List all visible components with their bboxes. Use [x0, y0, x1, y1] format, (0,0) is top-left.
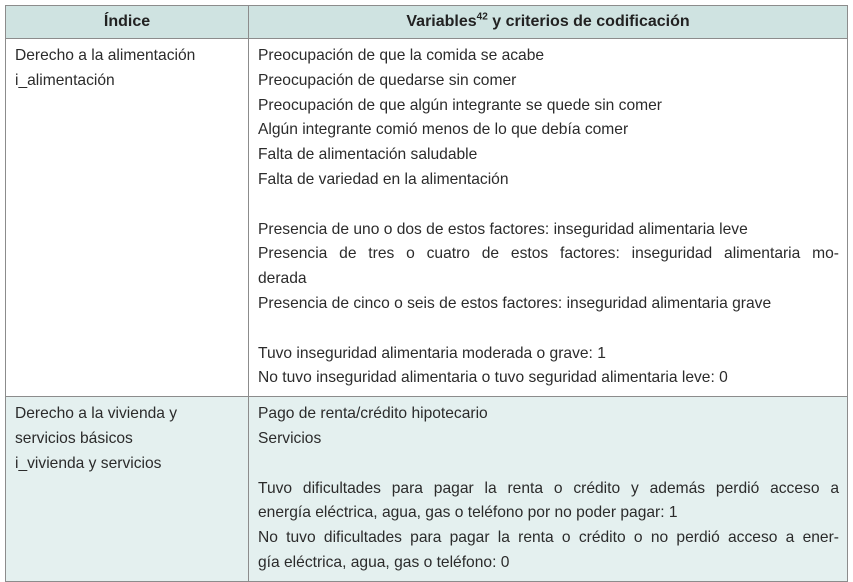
- coding-table: [5, 5, 848, 582]
- criteria-item: Presencia de cinco o seis de estos factores: inseguridad alimentaria grave: [258, 294, 772, 312]
- spacer: [258, 317, 839, 342]
- header-variables-text: Variables: [406, 13, 477, 30]
- coding-item-continued: energía eléctrica, agua, gas o teléfono por no poder pagar: 1: [258, 504, 678, 522]
- header-variables: [249, 6, 848, 39]
- table-row-vivienda: [6, 397, 848, 582]
- table-row-alimentacion: [6, 39, 848, 397]
- variable-item: Servicios: [258, 429, 322, 447]
- coding-item: No tuvo inseguridad alimentaria o tuvo seguridad alimentaria leve: 0: [258, 369, 728, 387]
- index-cell-alimentacion: [6, 39, 249, 397]
- index-line: Derecho a la alimentación: [15, 47, 196, 64]
- header-index: Índice: [6, 6, 249, 39]
- criteria-item-continued: derada: [258, 270, 307, 288]
- variable-item: Pago de renta/crédito hipotecario: [258, 405, 488, 423]
- variable-item: Preocupación de que la comida se acabe: [258, 47, 545, 64]
- index-code: i_alimentación: [15, 71, 115, 89]
- variable-item: Preocupación de quedarse sin comer: [258, 71, 517, 89]
- table-header: [6, 6, 848, 39]
- header-row: [6, 6, 848, 39]
- spacer: [258, 452, 839, 477]
- variables-cell-alimentacion: [249, 39, 848, 397]
- variable-item: Falta de variedad en la alimentación: [258, 170, 509, 188]
- criteria-item: Presencia de tres o cuatro de estos factores: inseguridad alimentaria mo-: [258, 245, 839, 263]
- variable-item: Algún integrante comió menos de lo que debía comer: [258, 121, 629, 139]
- coding-item: Tuvo inseguridad alimentaria moderada o grave: 1: [258, 344, 606, 362]
- index-line: Derecho a la vivienda y: [15, 405, 178, 423]
- header-variables-rest: y criterios de codificación: [487, 13, 690, 30]
- variable-item: Falta de alimentación saludable: [258, 146, 478, 164]
- index-cell-vivienda: [6, 397, 249, 582]
- variable-item: Preocupación de que algún integrante se quede sin comer: [258, 96, 662, 114]
- coding-item-continued: gía eléctrica, agua, gas o teléfono: 0: [258, 553, 510, 571]
- criteria-item: Presencia de uno o dos de estos factores: inseguridad alimentaria leve: [258, 220, 748, 238]
- variables-cell-vivienda: [249, 397, 848, 582]
- coding-table-container: [5, 5, 847, 582]
- coding-item: Tuvo dificultades para pagar la renta o crédito y además perdió acceso a: [258, 479, 839, 497]
- index-code: i_vivienda y servicios: [15, 454, 162, 472]
- spacer: [258, 193, 839, 218]
- index-line: servicios básicos: [15, 429, 133, 447]
- coding-item: No tuvo dificultades para pagar la renta o crédito o no perdió acceso a ener-: [258, 529, 839, 547]
- footnote-marker: 42: [476, 11, 488, 23]
